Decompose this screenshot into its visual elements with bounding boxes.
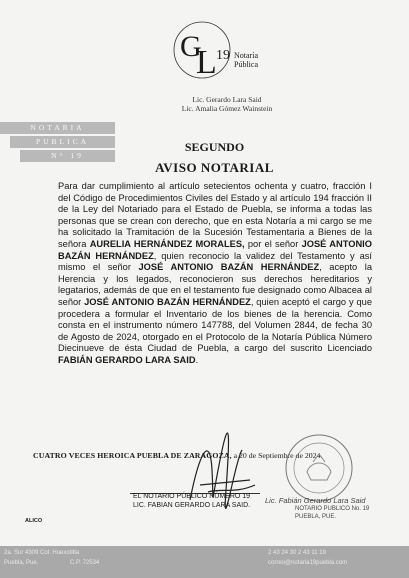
heir-name-3: JOSÉ ANTONIO BAZÁN HERNÁNDEZ <box>138 262 320 273</box>
body-part-1: Para dar cumplimiento al artículo setecientos ochenta y cuatro, fracción I del Código de Procedimientos Civiles del Estado y al artículo 194 fracción II de la Ley del Notariado para el Estado de Puebla, se informa a todas las personas que se crean con derecho, que en esta Notaría a mi cargo se me ha solicitado la Tramitación de la Sucesión Testamentaria a Bienes de la señora <box>58 181 372 249</box>
footer-postal-code: C.P. 72534 <box>70 560 100 566</box>
logo-publica-text: Pública <box>234 60 258 69</box>
alico-mark: ALICO <box>25 518 43 524</box>
footer-email: correo@notaria19puebla.com <box>268 560 348 566</box>
notary-name: FABIÁN GERARDO LARA SAID <box>58 354 196 365</box>
seal-line-1: Lic. Fabián Gerardo Lara Said <box>265 496 366 505</box>
seal-text <box>265 497 369 521</box>
body-part-3: , quien reconocio la validez del Testamento y así mismo el señor <box>58 250 372 273</box>
notary-names <box>0 95 409 113</box>
signature-title: EL NOTARIO PÚBLICO NÚMERO 19 <box>133 493 251 500</box>
seal-line-2: NOTARIO PUBLICO No. 19 <box>295 506 370 512</box>
logo-number: 19 <box>216 48 230 63</box>
stamp-row-1: NOTARIA <box>0 122 115 134</box>
body-part-4: , acepto la Herencia y los legados, reconocieron sus derechos hereditarios y legatarios, además de que en el testamento fue designado como Albacea al señor <box>58 262 372 307</box>
logo-letter-g: G <box>180 30 202 63</box>
logo-letter-l: L <box>196 44 217 81</box>
lic-name-2: Lic. Amalia Gómez Wainstein <box>181 104 273 113</box>
closing-date: a 20 de Septiembre de 2024. <box>231 451 323 460</box>
notice-heading: AVISO NOTARIAL <box>155 160 274 175</box>
footer-address-2: Puebla, Pue. <box>4 560 39 566</box>
body-part-5: , quien aceptó el cargo y que procedera a formular el Inventario de los bienes de la herencia. Como consta en el instrumento número 147788, del Volumen 2844, de fecha 30 de Agosto de 2024, otorgado en el Protocolo de la Notaría Pública Número Diecinueve de ésta Ciudad de Puebla, a cargo del suscrito Licenciado <box>58 296 372 354</box>
notice-ordinal: SEGUNDO <box>184 140 245 154</box>
signature-name: LIC. FABIAN GERARDO LARA SAID. <box>133 502 251 509</box>
body-part-6: . <box>195 354 199 365</box>
heir-name-1: AURELIA HERNÁNDEZ MORALES, <box>89 238 245 249</box>
lic-name-1: Lic. Gerardo Lara Said <box>192 95 262 104</box>
body-part-2: por el señor <box>244 238 302 249</box>
stamp-row-3: N° 19 <box>20 150 115 162</box>
notice-body <box>58 181 372 367</box>
footer-bar <box>0 546 409 578</box>
notary-logo <box>172 18 292 88</box>
heir-name-4: JOSÉ ANTONIO BAZÁN HERNÁNDEZ <box>84 296 251 307</box>
notary-seal-icon <box>283 432 355 504</box>
seal-line-3: PUEBLA, PUE. <box>295 514 337 520</box>
footer-phone: 2 43 24 30 2 43 11 19 <box>268 550 326 556</box>
stamp-row-2: PUBLICA <box>10 136 115 148</box>
logo-notaria-text: Notaría <box>234 51 258 60</box>
closing-place: CUATRO VECES HEROICA PUEBLA DE ZARAGOZA, <box>33 451 232 460</box>
heir-name-2: JOSÉ ANTONIO BAZÁN HERNÁNDEZ <box>58 238 372 261</box>
footer-address-1: 2a. Sur 4309 Col. Huexotitla <box>4 550 80 556</box>
